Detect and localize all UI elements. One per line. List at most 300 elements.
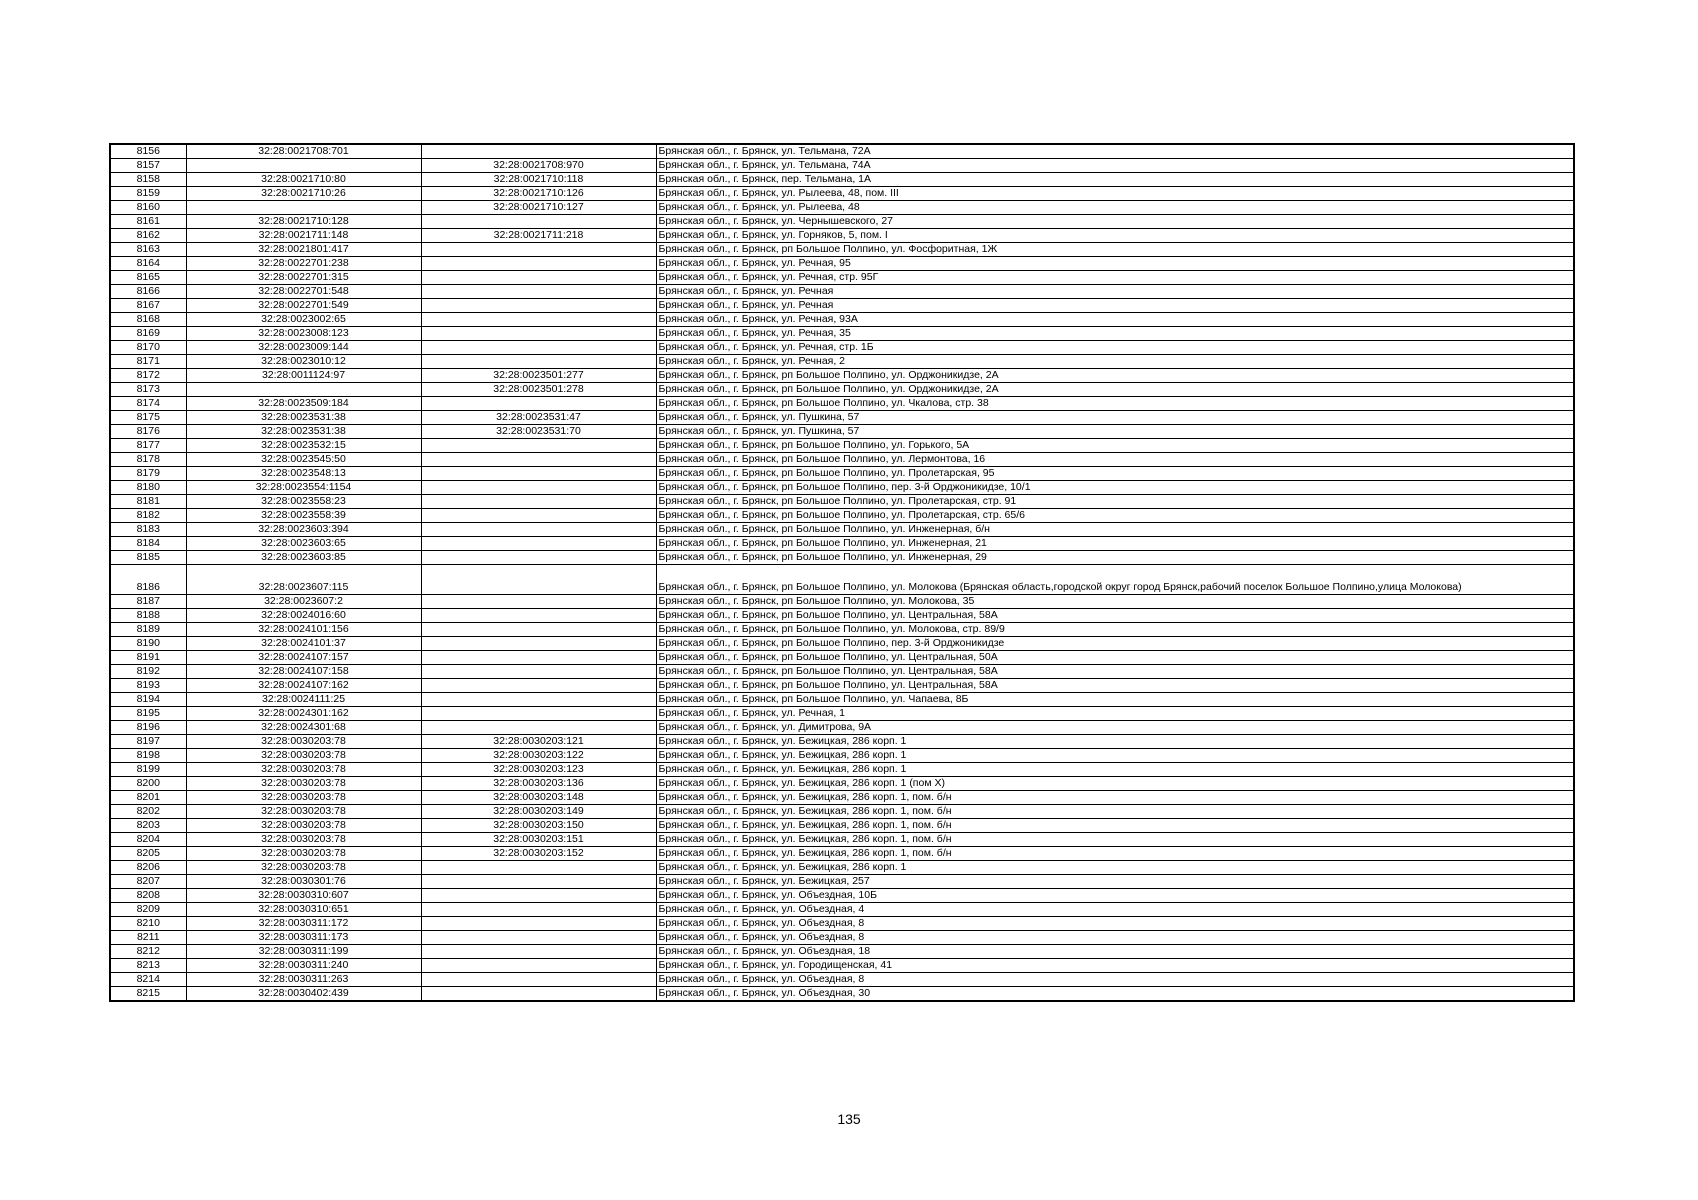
table-row [110,861,1574,875]
row-number-cell: 8212 [110,945,186,959]
cadastral-number-cell: 32:28:0022701:548 [186,285,421,299]
room-cadastral-number-cell: 32:28:0030203:148 [421,791,656,805]
cadastral-number-cell: 32:28:0023509:184 [186,397,421,411]
row-number-cell: 8178 [110,453,186,467]
cadastral-number-cell: 32:28:0022701:549 [186,299,421,313]
cadastral-number-cell: 32:28:0023545:50 [186,453,421,467]
row-number-cell: 8181 [110,495,186,509]
table-row [110,595,1574,609]
address-cell: Брянская обл., г. Брянск, рп Большое Полпино, ул. Молокова (Брянская область,городской округ город Брянск,рабочий поселок Большое Полпино,улица Молокова) [656,565,1574,595]
row-number-cell: 8186 [110,565,186,595]
address-cell: Брянская обл., г. Брянск, ул. Бежицкая, 286 корп. 1 [656,735,1574,749]
room-cadastral-number-cell: 32:28:0023501:277 [421,369,656,383]
room-cadastral-number-cell [421,565,656,595]
table-row [110,665,1574,679]
address-cell: Брянская обл., г. Брянск, ул. Пушкина, 57 [656,411,1574,425]
address-cell: Брянская обл., г. Брянск, ул. Речная, стр. 95Г [656,271,1574,285]
row-number-cell: 8215 [110,987,186,1002]
row-number-cell: 8213 [110,959,186,973]
address-cell: Брянская обл., г. Брянск, ул. Бежицкая, 286 корп. 1, пом. б/н [656,847,1574,861]
address-cell: Брянская обл., г. Брянск, рп Большое Полпино, ул. Инженерная, 29 [656,551,1574,565]
room-cadastral-number-cell [421,355,656,369]
cadastral-number-cell: 32:28:0021801:417 [186,243,421,257]
address-cell: Брянская обл., г. Брянск, ул. Бежицкая, 286 корп. 1, пом. б/н [656,833,1574,847]
table-row [110,875,1574,889]
address-cell: Брянская обл., г. Брянск, рп Большое Полпино, ул. Молокова, стр. 89/9 [656,623,1574,637]
table-row [110,341,1574,355]
table-row [110,721,1574,735]
room-cadastral-number-cell [421,313,656,327]
address-cell: Брянская обл., г. Брянск, ул. Бежицкая, 286 корп. 1 [656,861,1574,875]
row-number-cell: 8167 [110,299,186,313]
room-cadastral-number-cell [421,693,656,707]
address-cell: Брянская обл., г. Брянск, ул. Бежицкая, 286 корп. 1 (пом X) [656,777,1574,791]
row-number-cell: 8180 [110,481,186,495]
cadastral-number-cell [186,201,421,215]
row-number-cell: 8158 [110,173,186,187]
table-row [110,903,1574,917]
room-cadastral-number-cell [421,875,656,889]
address-cell: Брянская обл., г. Брянск, рп Большое Полпино, пер. 3-й Орджоникидзе, 10/1 [656,481,1574,495]
room-cadastral-number-cell [421,623,656,637]
cadastral-number-cell: 32:28:0023603:85 [186,551,421,565]
address-cell: Брянская обл., г. Брянск, пер. Тельмана, 1А [656,173,1574,187]
table-row [110,987,1574,1002]
room-cadastral-number-cell [421,243,656,257]
address-cell: Брянская обл., г. Брянск, ул. Горняков, 5, пом. I [656,229,1574,243]
address-cell: Брянская обл., г. Брянск, ул. Речная, 95 [656,257,1574,271]
address-cell: Брянская обл., г. Брянск, ул. Димитрова, 9А [656,721,1574,735]
row-number-cell: 8171 [110,355,186,369]
address-cell: Брянская обл., г. Брянск, ул. Речная, 1 [656,707,1574,721]
room-cadastral-number-cell [421,917,656,931]
cadastral-number-cell: 32:28:0030311:240 [186,959,421,973]
cadastral-number-cell [186,383,421,397]
table-row [110,453,1574,467]
room-cadastral-number-cell: 32:28:0021711:218 [421,229,656,243]
cadastral-number-cell: 32:28:0024107:162 [186,679,421,693]
table-row [110,411,1574,425]
table-row [110,637,1574,651]
cadastral-number-cell: 32:28:0030203:78 [186,833,421,847]
cadastral-number-cell: 32:28:0030203:78 [186,847,421,861]
address-cell: Брянская обл., г. Брянск, ул. Объездная, 18 [656,945,1574,959]
cadastral-number-cell: 32:28:0023010:12 [186,355,421,369]
row-number-cell: 8211 [110,931,186,945]
row-number-cell: 8201 [110,791,186,805]
row-number-cell: 8198 [110,749,186,763]
address-cell: Брянская обл., г. Брянск, рп Большое Полпино, ул. Центральная, 58А [656,665,1574,679]
cadastral-number-cell: 32:28:0021710:128 [186,215,421,229]
table-row [110,623,1574,637]
room-cadastral-number-cell [421,551,656,565]
room-cadastral-number-cell: 32:28:0030203:152 [421,847,656,861]
table-row [110,481,1574,495]
row-number-cell: 8188 [110,609,186,623]
row-number-cell: 8175 [110,411,186,425]
address-cell: Брянская обл., г. Брянск, ул. Бежицкая, 286 корп. 1 [656,749,1574,763]
address-cell: Брянская обл., г. Брянск, рп Большое Полпино, ул. Чапаева, 8Б [656,693,1574,707]
room-cadastral-number-cell [421,595,656,609]
room-cadastral-number-cell [421,651,656,665]
row-number-cell: 8177 [110,439,186,453]
room-cadastral-number-cell [421,299,656,313]
table-row [110,551,1574,565]
table-row [110,215,1574,229]
cadastral-number-cell: 32:28:0024301:68 [186,721,421,735]
address-cell: Брянская обл., г. Брянск, рп Большое Полпино, ул. Орджоникидзе, 2А [656,369,1574,383]
address-cell: Брянская обл., г. Брянск, ул. Объездная, 30 [656,987,1574,1002]
row-number-cell: 8159 [110,187,186,201]
room-cadastral-number-cell [421,453,656,467]
table-row [110,805,1574,819]
address-cell: Брянская обл., г. Брянск, ул. Речная, 93А [656,313,1574,327]
row-number-cell: 8189 [110,623,186,637]
cadastral-number-cell: 32:28:0030402:439 [186,987,421,1002]
table-row [110,355,1574,369]
cadastral-number-cell: 32:28:0023008:123 [186,327,421,341]
row-number-cell: 8206 [110,861,186,875]
room-cadastral-number-cell [421,665,656,679]
table-row [110,693,1574,707]
table-row [110,777,1574,791]
cadastral-number-cell: 32:28:0023603:65 [186,537,421,551]
table-row [110,763,1574,777]
address-cell: Брянская обл., г. Брянск, ул. Объездная, 8 [656,973,1574,987]
address-cell: Брянская обл., г. Брянск, рп Большое Полпино, ул. Центральная, 50А [656,651,1574,665]
row-number-cell: 8170 [110,341,186,355]
table-row [110,749,1574,763]
address-cell: Брянская обл., г. Брянск, ул. Бежицкая, 286 корп. 1 [656,763,1574,777]
room-cadastral-number-cell: 32:28:0030203:149 [421,805,656,819]
row-number-cell: 8209 [110,903,186,917]
row-number-cell: 8168 [110,313,186,327]
room-cadastral-number-cell [421,707,656,721]
address-cell: Брянская обл., г. Брянск, ул. Рылеева, 48 [656,201,1574,215]
cadastral-number-cell: 32:28:0030203:78 [186,791,421,805]
room-cadastral-number-cell [421,271,656,285]
room-cadastral-number-cell [421,509,656,523]
table-row [110,707,1574,721]
cadastral-number-cell: 32:28:0024107:158 [186,665,421,679]
address-cell: Брянская обл., г. Брянск, ул. Бежицкая, 257 [656,875,1574,889]
cadastral-number-cell: 32:28:0030203:78 [186,805,421,819]
cadastral-number-cell: 32:28:0022701:315 [186,271,421,285]
address-cell: Брянская обл., г. Брянск, ул. Речная, 2 [656,355,1574,369]
room-cadastral-number-cell [421,945,656,959]
cadastral-number-cell: 32:28:0030203:78 [186,763,421,777]
row-number-cell: 8192 [110,665,186,679]
room-cadastral-number-cell [421,481,656,495]
room-cadastral-number-cell: 32:28:0030203:122 [421,749,656,763]
row-number-cell: 8173 [110,383,186,397]
row-number-cell: 8196 [110,721,186,735]
cadastral-number-cell: 32:28:0023002:65 [186,313,421,327]
table-row [110,369,1574,383]
table-row [110,467,1574,481]
document-table-container [109,143,1573,1002]
row-number-cell: 8205 [110,847,186,861]
table-row [110,847,1574,861]
cadastral-number-cell: 32:28:0023603:394 [186,523,421,537]
room-cadastral-number-cell [421,523,656,537]
cadastral-number-cell: 32:28:0022701:238 [186,257,421,271]
address-cell: Брянская обл., г. Брянск, рп Большое Полпино, ул. Пролетарская, стр. 65/6 [656,509,1574,523]
room-cadastral-number-cell [421,537,656,551]
address-cell: Брянская обл., г. Брянск, рп Большое Полпино, ул. Пролетарская, 95 [656,467,1574,481]
cadastral-number-cell: 32:28:0023554:1154 [186,481,421,495]
cadastral-number-cell: 32:28:0030311:172 [186,917,421,931]
address-cell: Брянская обл., г. Брянск, ул. Речная [656,285,1574,299]
row-number-cell: 8162 [110,229,186,243]
room-cadastral-number-cell [421,721,656,735]
row-number-cell: 8195 [110,707,186,721]
cadastral-number-cell: 32:28:0030203:78 [186,777,421,791]
room-cadastral-number-cell: 32:28:0023531:47 [421,411,656,425]
table-row [110,889,1574,903]
table-row [110,397,1574,411]
table-row [110,523,1574,537]
row-number-cell: 8207 [110,875,186,889]
row-number-cell: 8203 [110,819,186,833]
room-cadastral-number-cell: 32:28:0023501:278 [421,383,656,397]
room-cadastral-number-cell [421,973,656,987]
room-cadastral-number-cell: 32:28:0021708:970 [421,159,656,173]
address-cell: Брянская обл., г. Брянск, ул. Речная, стр. 1Б [656,341,1574,355]
row-number-cell: 8161 [110,215,186,229]
table-body [110,144,1574,1001]
table-row [110,609,1574,623]
address-cell: Брянская обл., г. Брянск, ул. Бежицкая, 286 корп. 1, пом. б/н [656,805,1574,819]
cadastral-number-cell: 32:28:0030311:199 [186,945,421,959]
cadastral-number-cell: 32:28:0023532:15 [186,439,421,453]
row-number-cell: 8169 [110,327,186,341]
table-row [110,495,1574,509]
row-number-cell: 8184 [110,537,186,551]
row-number-cell: 8179 [110,467,186,481]
row-number-cell: 8202 [110,805,186,819]
row-number-cell: 8193 [110,679,186,693]
room-cadastral-number-cell [421,679,656,693]
table-row [110,285,1574,299]
cadastral-number-cell: 32:28:0030203:78 [186,749,421,763]
room-cadastral-number-cell [421,931,656,945]
cadastral-number-cell: 32:28:0024101:37 [186,637,421,651]
address-cell: Брянская обл., г. Брянск, ул. Тельмана, 72А [656,144,1574,159]
row-number-cell: 8160 [110,201,186,215]
cadastral-number-cell: 32:28:0024101:156 [186,623,421,637]
row-number-cell: 8190 [110,637,186,651]
room-cadastral-number-cell [421,637,656,651]
address-cell: Брянская обл., г. Брянск, рп Большое Полпино, ул. Молокова, 35 [656,595,1574,609]
table-row [110,833,1574,847]
address-cell: Брянская обл., г. Брянск, ул. Речная [656,299,1574,313]
table-row [110,791,1574,805]
address-cell: Брянская обл., г. Брянск, рп Большое Полпино, ул. Инженерная, 21 [656,537,1574,551]
row-number-cell: 8156 [110,144,186,159]
address-cell: Брянская обл., г. Брянск, ул. Речная, 35 [656,327,1574,341]
address-cell: Брянская обл., г. Брянск, ул. Чернышевского, 27 [656,215,1574,229]
table-row [110,425,1574,439]
table-row [110,327,1574,341]
cadastral-number-cell: 32:28:0011124:97 [186,369,421,383]
room-cadastral-number-cell [421,215,656,229]
cadastral-number-cell: 32:28:0023607:2 [186,595,421,609]
cadastral-number-cell: 32:28:0023531:38 [186,411,421,425]
address-cell: Брянская обл., г. Брянск, рп Большое Полпино, ул. Центральная, 58А [656,679,1574,693]
table-row [110,509,1574,523]
cadastral-number-cell: 32:28:0030203:78 [186,735,421,749]
table-row [110,931,1574,945]
address-cell: Брянская обл., г. Брянск, рп Большое Полпино, пер. 3-й Орджоникидзе [656,637,1574,651]
cadastral-number-cell: 32:28:0023558:23 [186,495,421,509]
table-row [110,299,1574,313]
cadastral-number-cell: 32:28:0024111:25 [186,693,421,707]
address-cell: Брянская обл., г. Брянск, рп Большое Полпино, ул. Фосфоритная, 1Ж [656,243,1574,257]
table-row [110,945,1574,959]
table-row [110,819,1574,833]
table-row [110,973,1574,987]
cadastral-number-cell: 32:28:0023009:144 [186,341,421,355]
room-cadastral-number-cell [421,327,656,341]
cadastral-number-cell: 32:28:0024107:157 [186,651,421,665]
cadastral-number-cell: 32:28:0030311:263 [186,973,421,987]
room-cadastral-number-cell: 32:28:0021710:127 [421,201,656,215]
room-cadastral-number-cell [421,959,656,973]
address-cell: Брянская обл., г. Брянск, ул. Городищенская, 41 [656,959,1574,973]
row-number-cell: 8191 [110,651,186,665]
address-cell: Брянская обл., г. Брянск, рп Большое Полпино, ул. Горького, 5А [656,439,1574,453]
cadastral-number-cell: 32:28:0023548:13 [186,467,421,481]
row-number-cell: 8185 [110,551,186,565]
table-row [110,271,1574,285]
cadastral-number-cell: 32:28:0021710:80 [186,173,421,187]
address-cell: Брянская обл., г. Брянск, ул. Тельмана, 74А [656,159,1574,173]
room-cadastral-number-cell: 32:28:0030203:121 [421,735,656,749]
page-number: 135 [837,1111,861,1127]
row-number-cell: 8163 [110,243,186,257]
table-row [110,229,1574,243]
table-row [110,144,1574,159]
row-number-cell: 8172 [110,369,186,383]
row-number-cell: 8214 [110,973,186,987]
room-cadastral-number-cell: 32:28:0021710:126 [421,187,656,201]
cadastral-number-cell: 32:28:0023607:115 [186,565,421,595]
room-cadastral-number-cell: 32:28:0030203:123 [421,763,656,777]
address-cell: Брянская обл., г. Брянск, рп Большое Полпино, ул. Пролетарская, стр. 91 [656,495,1574,509]
room-cadastral-number-cell [421,285,656,299]
row-number-cell: 8166 [110,285,186,299]
row-number-cell: 8164 [110,257,186,271]
room-cadastral-number-cell [421,495,656,509]
address-cell: Брянская обл., г. Брянск, ул. Бежицкая, 286 корп. 1, пом. б/н [656,791,1574,805]
table-row [110,679,1574,693]
table-row [110,565,1574,595]
room-cadastral-number-cell: 32:28:0030203:150 [421,819,656,833]
address-cell: Брянская обл., г. Брянск, рп Большое Полпино, ул. Инженерная, б/н [656,523,1574,537]
cadastral-number-cell: 32:28:0021711:148 [186,229,421,243]
table-row [110,159,1574,173]
cadastral-number-cell: 32:28:0024301:162 [186,707,421,721]
room-cadastral-number-cell [421,144,656,159]
table-row [110,257,1574,271]
address-cell: Брянская обл., г. Брянск, рп Большое Полпино, ул. Чкалова, стр. 38 [656,397,1574,411]
row-number-cell: 8208 [110,889,186,903]
cadastral-number-cell: 32:28:0030310:607 [186,889,421,903]
table-row [110,439,1574,453]
table-row [110,537,1574,551]
row-number-cell: 8183 [110,523,186,537]
table-row [110,243,1574,257]
cadastral-number-cell: 32:28:0030203:78 [186,819,421,833]
row-number-cell: 8199 [110,763,186,777]
row-number-cell: 8182 [110,509,186,523]
cadastral-number-cell: 32:28:0030310:651 [186,903,421,917]
table-row [110,187,1574,201]
address-cell: Брянская обл., г. Брянск, рп Большое Полпино, ул. Лермонтова, 16 [656,453,1574,467]
row-number-cell: 8194 [110,693,186,707]
room-cadastral-number-cell [421,889,656,903]
cadastral-number-cell: 32:28:0030301:76 [186,875,421,889]
row-number-cell: 8174 [110,397,186,411]
room-cadastral-number-cell [421,397,656,411]
address-cell: Брянская обл., г. Брянск, ул. Объездная, 8 [656,931,1574,945]
room-cadastral-number-cell: 32:28:0021710:118 [421,173,656,187]
room-cadastral-number-cell [421,609,656,623]
row-number-cell: 8210 [110,917,186,931]
cadastral-number-cell: 32:28:0024016:60 [186,609,421,623]
table-row [110,959,1574,973]
row-number-cell: 8176 [110,425,186,439]
room-cadastral-number-cell [421,439,656,453]
cadastral-number-cell: 32:28:0030311:173 [186,931,421,945]
room-cadastral-number-cell [421,903,656,917]
row-number-cell: 8197 [110,735,186,749]
room-cadastral-number-cell [421,341,656,355]
address-cell: Брянская обл., г. Брянск, рп Большое Полпино, ул. Центральная, 58А [656,609,1574,623]
address-cell: Брянская обл., г. Брянск, рп Большое Полпино, ул. Орджоникидзе, 2А [656,383,1574,397]
cadastral-number-cell: 32:28:0021710:26 [186,187,421,201]
table-row [110,173,1574,187]
property-table [109,143,1575,1002]
address-cell: Брянская обл., г. Брянск, ул. Объездная, 10Б [656,889,1574,903]
row-number-cell: 8165 [110,271,186,285]
room-cadastral-number-cell [421,467,656,481]
address-cell: Брянская обл., г. Брянск, ул. Рылеева, 48, пом. III [656,187,1574,201]
cadastral-number-cell: 32:28:0021708:701 [186,144,421,159]
room-cadastral-number-cell: 32:28:0030203:151 [421,833,656,847]
table-row [110,651,1574,665]
table-row [110,201,1574,215]
table-row [110,383,1574,397]
row-number-cell: 8204 [110,833,186,847]
row-number-cell: 8157 [110,159,186,173]
row-number-cell: 8187 [110,595,186,609]
cadastral-number-cell: 32:28:0023531:38 [186,425,421,439]
room-cadastral-number-cell [421,987,656,1002]
row-number-cell: 8200 [110,777,186,791]
room-cadastral-number-cell: 32:28:0023531:70 [421,425,656,439]
room-cadastral-number-cell [421,257,656,271]
cadastral-number-cell: 32:28:0030203:78 [186,861,421,875]
table-row [110,917,1574,931]
address-cell: Брянская обл., г. Брянск, ул. Пушкина, 57 [656,425,1574,439]
address-cell: Брянская обл., г. Брянск, ул. Объездная, 8 [656,917,1574,931]
cadastral-number-cell: 32:28:0023558:39 [186,509,421,523]
table-row [110,735,1574,749]
address-cell: Брянская обл., г. Брянск, ул. Объездная, 4 [656,903,1574,917]
table-row [110,313,1574,327]
